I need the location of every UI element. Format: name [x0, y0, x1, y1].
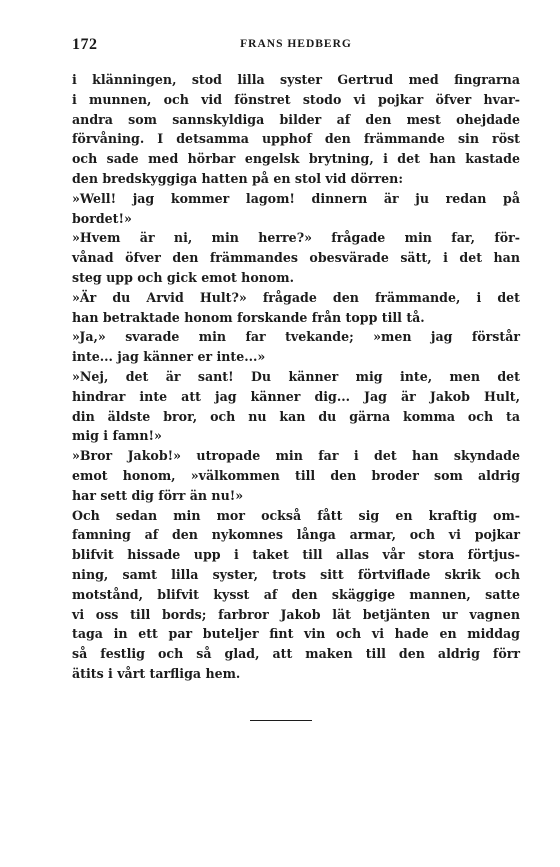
text-line: emot honom, »välkommen till den broder som aldrig	[72, 467, 520, 483]
text-line: famning af den nykomnes långa armar, och vi pojkar	[72, 527, 520, 543]
text-line: »Well! jag kommer lagom! dinnern är ju redan på	[72, 190, 520, 206]
page-header	[72, 36, 520, 58]
text-line: hindrar inte att jag känner dig... Jag är Jakob Hult,	[72, 388, 520, 404]
text-line: han betraktade honom forskande från topp till tå.	[72, 309, 425, 325]
text-line: Och sedan min mor också fått sig en kraftig om-	[72, 507, 520, 523]
text-line: ätits i vårt tarfliga hem.	[72, 665, 241, 681]
text-line: taga in ett par buteljer fint vin och vi hade en middag	[72, 626, 520, 642]
text-line: andra som sannskyldiga bilder af den mest ohejdade	[72, 111, 520, 127]
text-line: »Ja,» svarade min far tvekande; »men jag förstår	[72, 329, 520, 345]
text-line: vånad öfver den främmandes obesvärade sätt, i det han	[72, 250, 520, 266]
text-line: i klänningen, stod lilla syster Gertrud med fingrarna	[72, 72, 520, 87]
text-line: förvåning. I detsamma upphof den främmande sin röst	[72, 131, 520, 147]
text-line: din äldste bror, och nu kan du gärna komma och ta	[72, 408, 520, 424]
text-line: steg upp och gick emot honom.	[72, 269, 295, 285]
text-line: i munnen, och vid fönstret stodo vi pojkar öfver hvar-	[72, 91, 520, 107]
page-number: 172	[72, 36, 98, 53]
text-line: »Hvem är ni, min herre?» frågade min far, för-	[72, 230, 520, 246]
text-line: ning, samt lilla syster, trots sitt förtviflade skrik och	[72, 566, 520, 582]
text-line: »Nej, det är sant! Du känner mig inte, men det	[72, 368, 520, 384]
text-line: så festlig och så glad, att maken till den aldrig förr	[72, 646, 520, 662]
text-line: den bredskyggiga hatten på en stol vid dörren:	[72, 170, 403, 186]
text-line: »Bror Jakob!» utropade min far i det han skyndade	[72, 448, 520, 464]
text-line: bordet!»	[72, 210, 132, 226]
text-line: mig i famn!»	[72, 428, 162, 444]
text-line: »Är du Arvid Hult?» frågade den främmande, i det	[72, 289, 520, 305]
running-head: FRANS HEDBERG	[240, 38, 352, 50]
body-text	[72, 70, 520, 684]
text-line: inte... jag känner er inte...»	[72, 349, 266, 365]
text-line: har sett dig förr än nu!»	[72, 487, 244, 503]
text-line: blifvit hissade upp i taket till allas vår stora förtjus-	[72, 547, 520, 563]
text-line: och sade med hörbar engelsk brytning, i det han kastade	[72, 151, 520, 167]
section-divider	[250, 720, 312, 721]
text-line: vi oss till bords; farbror Jakob lät betjänten ur vagnen	[72, 606, 520, 622]
text-line: motstånd, blifvit kysst af den skäggige mannen, satte	[72, 586, 520, 602]
